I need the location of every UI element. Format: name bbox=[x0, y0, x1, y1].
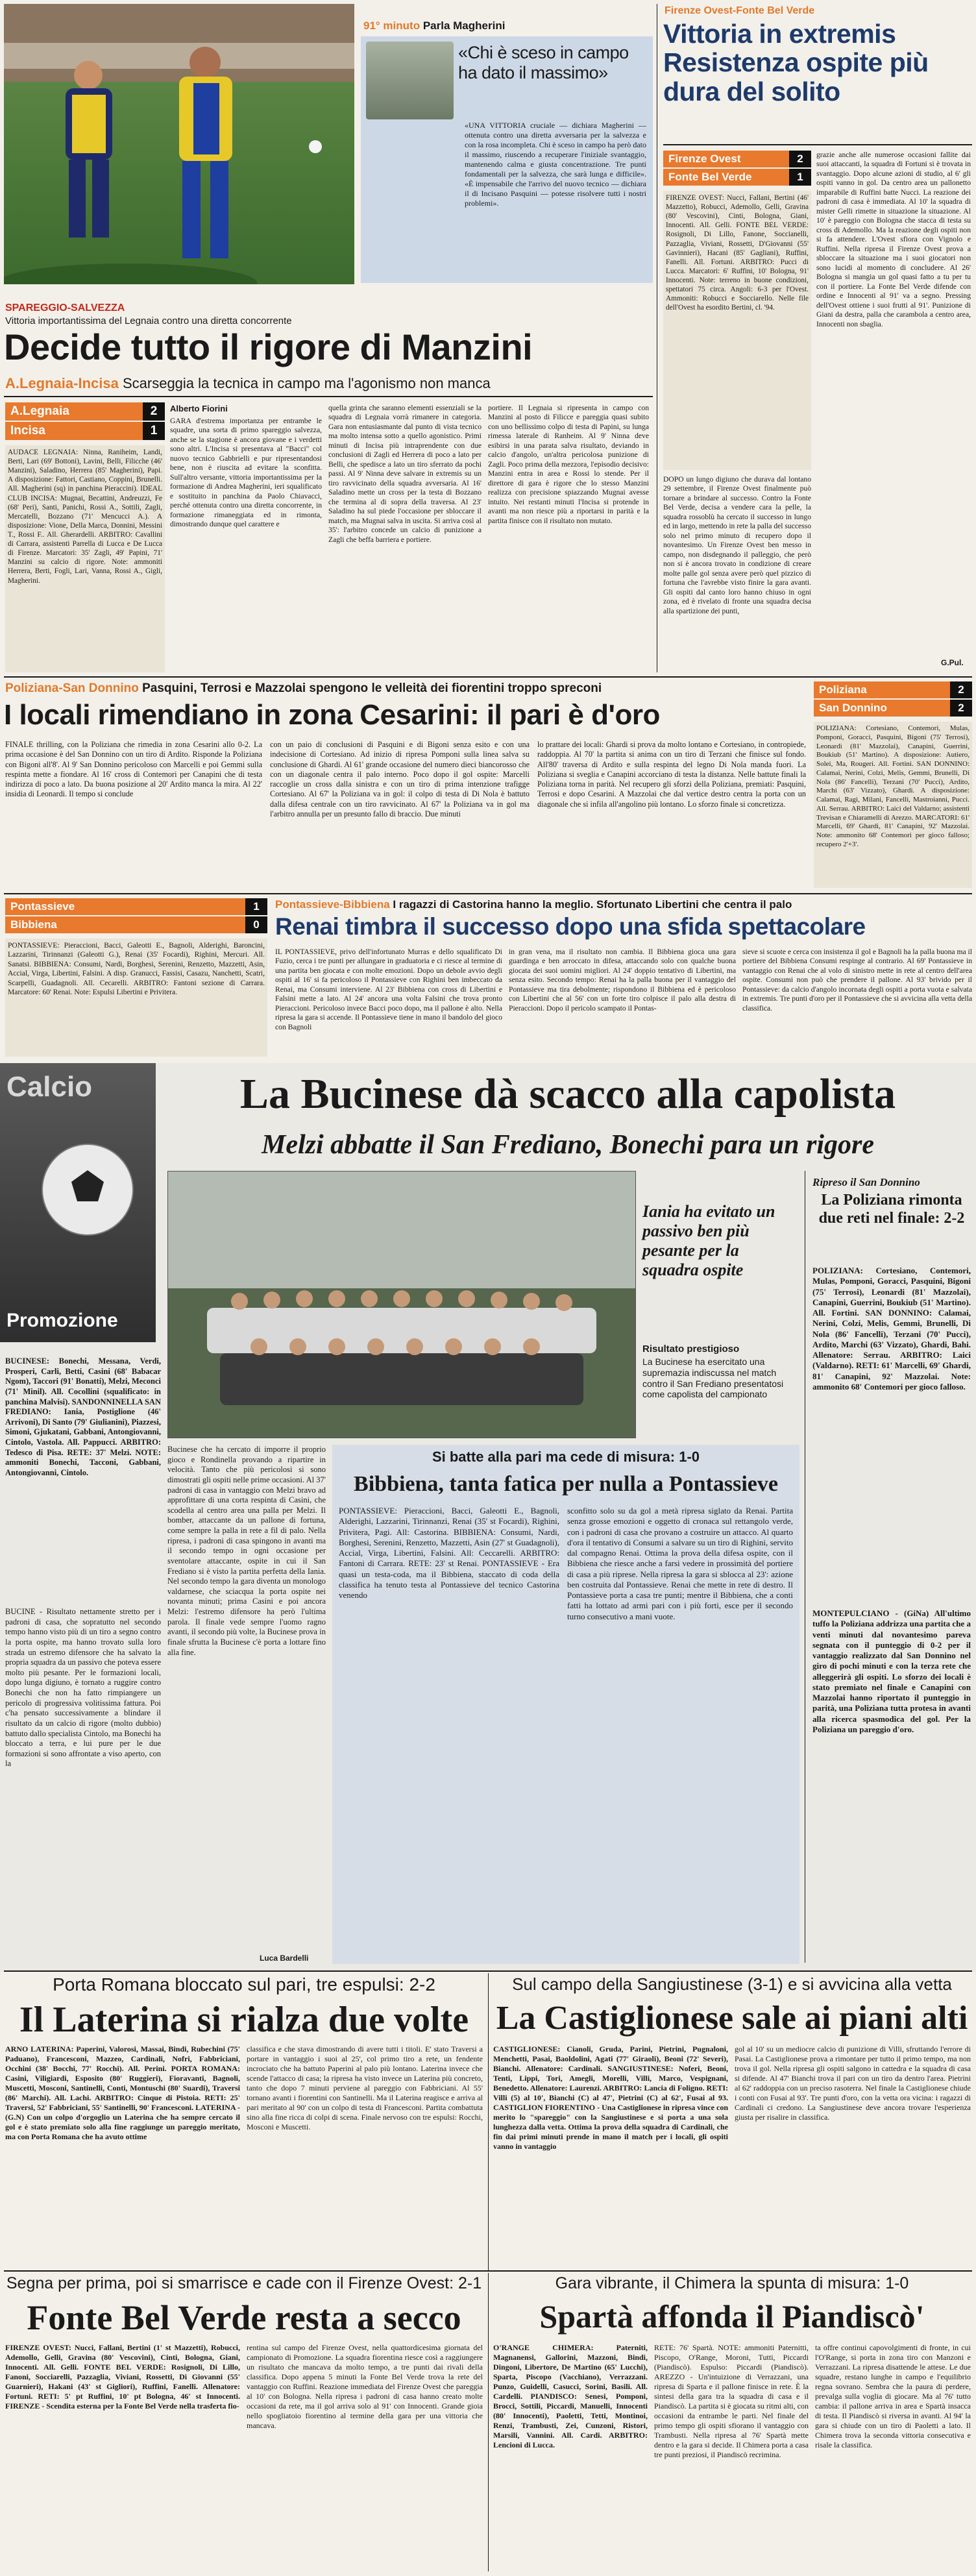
s4-score-team2: Bibbiena 0 bbox=[5, 916, 267, 933]
s5-right-headline: La Poliziana rimonta due reti nel finale: 2-2 bbox=[818, 1192, 965, 1227]
s4-body-b: in gran vena, ma il risultato non cambia. Il Bibbiena gioca una gara guardinga e ben arroccato in difesa, attaccando solo con qualche buona giocata dei suoi uomini migliori. Al 24' doppio tentativo di Libertini, ma senza esito. Secondo tempo: Renai ha la palla buona per il vantaggio del Pontassieve ma tira debolmente; rispondono il Bibbiena ed è pericoloso con Libertini che al 56' con un forte tiro colpisce il palo alla destra di Pieraccioni. Dopo il pericolo scampato il Pontas- bbox=[509, 948, 736, 1012]
s5-tabellino: BUCINESE: Bonechi, Messana, Verdi, Prosperi, Carli, Betti, Casini (68' Babacar Ngom), Taccori (91' Bonatti), Melzi, Meconci (71' Minil). All. Cocollini (squalificato: in panchina Malvisi). SANDONNINELLA SAN FREDIANO: Iania, Postiglione (46' Arrivoni), Di Santo (79' Giulianini), Piazzesi, Simoni, Gjukatani, Gabbani, Antongiovanni, Cintolo, Vastola. All. Pappucci. ARBITRO: Tedesco di Pisa. RETE: 37' Melzi. NOTE: ammoniti Bonechi, Tacconi, Gabbani, Antongiovanni, Cintolo. bbox=[5, 1356, 161, 1477]
s6-left-headline: Il Laterina si rialza due volte bbox=[19, 2000, 469, 2040]
s6-left-body: classifica e che stava dimostrando di avere tutti i titoli. E' stato Traversi a portare in vantaggio i suoi al 25', col primo tiro a rete, un fendente incrociato che ha battuto Paperini al palo più lontano. Laterina invece che scende l'attacco di casa; la ripresa ha visto invece un Laterina più concreto, tanto che dopo 7 minuti perviene al pareggio con Fabbriciani. Al 55' tornano avanti i fiorentini con Santinelli. Ma il Laterina reagisce e arriva al pari meritato al 90' con un colpo di testa di Francesconi. Partita combattuta sino alla fine ricca di colpi di scena. Finale nervoso con tre espulsi: Rocchi, Mosconi e Muscetti. bbox=[247, 2044, 483, 2131]
s3-score-team1: Poliziana 2 bbox=[814, 681, 972, 698]
match-photo-legnaia bbox=[4, 4, 354, 284]
s1-body-b: quella grinta che saranno elementi essenziali se la squadra di Legnaia vorrà rimanere in categoria. Gara non entusiasmante dal punto di vista tecnico ma molto intensa sotto a quello agonistico. Primi minuti di Incisa più intraprendente con due conclusioni di Zagli ed Herrera di poco a lato per Belli, che spedisce a lato un tiro sferrato da pochi passi. Al 9' Ninna deve salvare in extremis su un tiro ravvicinato della squadra avversaria. Al 16' Saladino mette un cross per la testa di Bozzano che termina al di sopra della traversa. Al 23' Saladino ha sul piede l'occasione per sbloccare il match, ma Mugnai salva in uscita. Si arriva così al 35': l'arbitro concede un calcio di punizione a Zagli che beffa barriera e portiere. bbox=[328, 404, 482, 544]
s5-caption-text: La Bucinese ha esercitato una supremazia indiscussa nel match contro il San Frediano presentatosi come capolista del campionato bbox=[642, 1356, 784, 1400]
s1-author: Alberto Fiorini bbox=[170, 404, 228, 413]
big-quote: «Chi è sceso in campo ha dato il massimo» bbox=[458, 43, 629, 83]
s7-left-kicker: Segna per prima, poi si smarrisce e cade con il Firenze Ovest: 2-1 bbox=[6, 2274, 482, 2292]
s2-kicker: Firenze Ovest-Fonte Bel Verde bbox=[665, 5, 815, 16]
s7-right-body: ta offre continui capovolgimenti di fronte, in cui l'O'Range, si porta in zona tiro con Manzoni e Verrazzani. La ripresa disattende le attese. Le due squadre, restano lunghe in campo e l'equilibrio regna sovrano. Sembra che la paura di perdere, prevalga sulla voglia di giocare. Ma al 76' tutto cambia: il pallone arriva in area e Spartà insacca di testa. Il Piandiscò si riversa in avanti. Al 94' la gara si chiude con un tiro di Paoletti a lato. Il Chimera trova la seconda vittoria consecutiva e risale la classifica. bbox=[815, 2343, 971, 2449]
s2-tabellino: FIRENZE OVEST: Nucci, Fallani, Bertini (46' Mazzetto), Robucci, Ademollo, Gelli, Gravina (80' Vescovini), Cinti, Bologna, Giani, Innocenti. All. Gelli. FONTE BEL VERDE: Rosignoli, Di Lillo, Fanone, Soccianelli, Pazzaglia, Viviani, Rossetti, D'Giovanni (55' Gavinnieri), Hacani (85' Gagliani), Ruffini, Fanelli. All. Fortuni. ARBITRO: Pucci di Lucca. Marcatori: 6' Ruffini, 10' Bologna, 91' Innocenti. Note: terreno in buone condizioni, spettatori 75 circa. Angoli: 6-3 per l'Ovest. Ammoniti: Robucci e Socciarello. Nelle file dell'Ovest ha esordito Bertini, cl. '94. bbox=[663, 191, 811, 470]
s7-right-headline: Spartà affonda il Piandiscò' bbox=[539, 2298, 925, 2335]
side-sub: Promozione bbox=[6, 1310, 118, 1331]
side-label: Calcio bbox=[6, 1071, 93, 1103]
s5-mid-kicker: Si batte alla pari ma cede di misura: 1-0 bbox=[432, 1449, 700, 1465]
s1-body-c: portiere. Il Legnaia si ripresenta in campo con Manzini al posto di Filicce e pareggia quasi subito con uno bellissimo colpo di testa di Papini, su lunga rimessa laterale di Ranheim. Al 9' Ninna deve esibirsi in una parata salva risultato, deviando in calcio d'angolo, un'altra pericolosa punizione di Zagli. Poco prima della mezzora, l'episodio decisivo: Manzini entra in area e Rossi lo stende. Per il direttore di gara è rigore che lo stesso Manzini realizza con precisione spiazzando Mugnai avesse intuito. Nei restanti minuti l'Incisa si protende in avanti ma non riesce più a riportarsi in parità e la partita finisce con il risultato non mutato. bbox=[488, 404, 649, 525]
s3-body-a: FINALE thrilling, con la Poliziana che rimedia in zona Cesarini allo 0-2. La prima occasione è del San Donnino con un tiro di Ardito. Risponde la Poliziana con Bigoni all'8'. Al 9' San Donnino pericoloso con Marcelli e poi Gemmi sulla respinta mette a fiondare. Al 16' cross di Contemori per Canapini che di testa indirizza di poco a lato. Da buona posizione al 20' Ardito manca la mira. Al 22' insidia di Leonardi. Il tempo si conclude bbox=[5, 740, 262, 799]
s4-body-a: IL PONTASSIEVE, privo dell'infortunato Murras e dello squalificato Di Fuzio, cerca i tre punti per allungare in graduatoria e ci riesce al termine di una partita ben giocata e con molte emozioni. Dopo un debole avvio degli ospiti al 16' si fa pericoloso il Pontassieve con Righini ben imbeccato da Renai, ma Consumi interviene. Al 23' Bibbiena con cross di Libertini e Falsini mette a lato. Al 24' ancora una volta Falsini che trova pronto Pieraccioni. Pericoloso invece Bacci poco dopo, ma il pallone è alto. Nella ripresa la gara si accende. Il Pontassieve tiene in mano il bandolo del gioco con Bagnoli bbox=[275, 948, 502, 1031]
s4-headline: Renai timbra il successo dopo una sfida spettacolare bbox=[275, 913, 866, 940]
quote-text: «UNA VITTORIA cruciale — dichiara Magherini — ottenuta contro una diretta avversaria per la salvezza e con la rosa incompleta. Chi è sceso in campo ha però dato il massimo, riuscendo a recuperare l'iniziale svantaggio, mantenendo calma e giusta concentrazione. Tre punti fondamentali per la salvezza, che sarà lunga e difficile». «È impensabile che l'arrivo del nuovo tecnico — dichiara il di Incisano Pasquini — potesse risolvere tutti i nostri problemi». bbox=[465, 121, 646, 208]
s5-right-tabellino: POLIZIANA: Cortesiano, Contemori, Mulas, Pomponi, Goracci, Pasquini, Bigoni (75' Terrosi), Leonardi (81' Mazzolai), Canapini, Guerrini, Boukiub (51' Martino). All. Fortini. SAN DONNINO: Calamai, Nerini, Colzi, Melis, Gemmi, Brunelli, Di Nola (86' Fancelli), Terzani (70' Pucci), Ardito, Marchi (63' Vizzato), Ghardi, Bahi. Allenatore: Serrau. ARBITRO: Laici (Valdarno). RETI: 61' Marcelli, 69' Ghardi, 81' Canapini, 92' Mazzolai. Note: ammonito 68' Contemori per gioco falloso. bbox=[812, 1266, 971, 1392]
s4-tabellino: PONTASSIEVE: Pieraccioni, Bacci, Galeotti E., Bagnoli, Alderighi, Baroncini, Lazzarini, Tirinnanzi (Galeotti G.), Renai (35' Focardi), Righini, Mercuri. All. Sanatsi. BIBBIENA: Consumi, Nardi, Borghesi, Serenini, Renzetto, Mazzetti, Asin, Accial, Virga, Libertini, Falsini. A disp. Granucci, Fassisi, Casazu, Nanchetti, Scatri, Scarpelli, Guadagnoli. All. Cecarelli. ARBITRO: Fantoni sezione di Carrara. Marcatore: 60' Renai. Note: Espulsi Libertini e Privitera. bbox=[5, 938, 267, 1057]
s2-headline: Vittoria in extremis Resistenza ospite più dura del solito bbox=[663, 19, 929, 106]
s6-right-tabellino: CASTIGLIONESE: Cianoli, Gruda, Parini, Pietrini, Pugnaloni, Menchetti, Pasai, Baoldolini, Agati (77' Giraoli), Beoni (72' Severi), Bianchi. Allenatore: Cardinali. SANGIUSTINESE: Noferi, Beoni, Tenti, Lippi, Tori, Amegli, Morelli, Villi, Marco, Vespignani, Benedetto. Allenatore: Laurenzi. ARBITRO: Lancia di Foligno. RETI: Villi (5) al 10', Bianchi (C) al 47', Pietrini (C) al 62', Fusai al 93. CASTIGLION FIORENTINO - Una Castiglionese in ripresa vince con merito lo "spareggio" con la Sangiustinese e si porta a una sola lunghezza dalla vetta. Ottima la prova della squadra di Cardinali, che fin dai primi minuti prende in mano il match per i locali, gli ospiti vanno in vantaggio bbox=[493, 2044, 728, 2151]
s6-right-kicker: Sul campo della Sangiustinese (3-1) e si avvicina alla vetta bbox=[512, 1974, 952, 1994]
s7-left-body: rentina sul campo del Firenze Ovest, nella quattordicesima giornata del campionato di Promozione. La squadra fiorentina riesce così a raggiungere un risultato che mancava da molto tempo, a tre punti dai rivali della classifica. Dopo appena 5 minuti la Fonte Bel Verde trova la rete del vantaggio con Ruffini. Reazione immediata del Firenze Ovest che pareggia al 10' con Bologna. Nella ripresa i padroni di casa hanno creato molte occasioni da rete, ma il gol arriva solo al 91' con Innocenti. Grande gioia nello spogliatoio fiorentino al termine della gara per una vittoria che mancava. bbox=[247, 2343, 483, 2430]
s2-author: G.Pul. bbox=[941, 658, 964, 667]
s7-right-mid: RETE: 76' Spartà. NOTE: ammoniti Paternitti, Piscopo, O'Range, Moroni, Tutti, Piccardi (Piandiscò). Espulso: Piccardi (Piandiscò). AREZZO - Un'intuizione di Verrazzani, una ripresa di Sparta e il pallone finisce in rete. È la sintesi della gara tra la squadra di casa e il Piandiscò. La partita si è giocata su ritmi alti, con occasioni da entrambe le parti. Nel finale del primo tempo gli ospiti sfiorano il vantaggio con Trambusti. Nella ripresa al 76' Spartà mette dentro e la gara si decide. Il Chimera porta a casa tre punti preziosi, il Piandiscò recrimina. bbox=[654, 2343, 809, 2459]
s1-score-team2: Incisa 1 bbox=[5, 422, 165, 440]
s2-body-a: DOPO un lungo digiuno che durava dal lontano 29 settembre, il Firenze Ovest finalmente può tornare a brindare al successo. Contro la Fonte Bel Verde, decisa a vendere cara la pelle, la squadra rossoblù ha cercato il successo in lungo ed in largo, mettendo in rete la palla del successo solo nel primo minuto di recupero dopo il novantesimo. Un Firenze Ovest ben messo in campo, non disdegnando il palleggio, che però non si è ancora trovato in condizione di creare molte palle gol senza avere però quel pizzico di fortuna che l'avrebbe visto finire la gara avanti. Gli ospiti dal canto loro hanno chiuso in ogni zona, ed è rivelato di fronte una squadra decisa alla spartizione dei punti, bbox=[663, 475, 811, 615]
s6-right-body: gol al 10' su un mediocre calcio di punizione di Villi, sfruttando l'errore di Pasai. La Castiglionese prova a rimontare per tutto il primo tempo, ma non trova il gol. Nella ripresa gli ospiti salgono in cattedra e la squadra di casa si difende. Al 47' Bianchi trova il pari con un tiro da dentro l'area. Pietrini al 62' raddoppia con un preciso rasoterra. Nel finale la Castiglionese chiude i conti con Fusai al 93'. Tre punti d'oro, con la vetta ora vicina: i ragazzi di Cardinali ci credono. La Sangiustinese deve ancora trovare l'esperienza giusta per risalire in classifica. bbox=[735, 2044, 971, 2122]
s5-right-kicker: Ripreso il San Donnino bbox=[812, 1176, 920, 1188]
s5-body-a: BUCINE - Risultato nettamente stretto per i padroni di casa, che sopratutto nel secondo tempo hanno visto più di un tiro a segno contro la porta ospite, ma hanno trovato sulla loro strada un estremo difensore che ha salvato la propria squadra da un passivo che poteva essere molto più pesante. Per le formazioni locali, dopo lunga digiuno, è tornato a ruggire contro Bonechi che non ha fatto rimpiangere un pericolo di progressiva volitissima fattura. Poi c'ha pensato successivamente a blindare il risultato da un calcio di rigore (molto dubbio) battuto dallo specialista Cintolo, ma Bonechi ha bloccato a terra, e lui pure per le due formazioni si sono affrontate a viso aperto, con la bbox=[5, 1607, 161, 1769]
s5-caption-title: Risultato prestigioso bbox=[642, 1343, 740, 1355]
s5-right-body: MONTEPULCIANO - (GiNa) All'ultimo tuffo la Poliziana addrizza una partita che a venti minuti dal novantesimo pareva segnata con il punteggio di 0-2 per il vantaggio realizzato dal San Donnino nel giro di pochi minuti e con la terza rete che alleggerirà gli ospiti. Lo sforzo dei locali è stato premiato nel finale e Canapini con Mazzolai hanno riportato il punteggio in parità, una Poliziana tutta protesa in avanti alla ricerca spasmodica del gol. Per la Poliziana un pareggio d'oro. bbox=[812, 1608, 971, 1734]
s5-mid-tabellino: PONTASSIEVE: Pieraccioni, Bacci, Galeotti E., Bagnoli, Alderighi, Lazzarini, Tirinnanzi, Renai (35' st Focardi), Righini, Privitera, Pagi. All: Castorina. BIBBIENA: Consumi, Nardi, Borghesi, Serenini, Renzetto, Mazzetti, Asin (27' st Guadagnoli), Accial, Virga, Libertini, Falsini. All: Ceccarelli. ARBITRO: Fantoni di Carrara. RETE: 23' st Renai. PONTASSIEVE - Era quasi un testa-coda, ma il Bibbiena, staccato di coda della classifica ha tenuto testa al Pontassieve del tecnico Castorina venendo bbox=[339, 1506, 559, 1600]
ball-icon bbox=[39, 1141, 136, 1238]
s4-score-team1: Pontassieve 1 bbox=[5, 898, 267, 915]
s3-score-team2: San Donnino 2 bbox=[814, 700, 972, 717]
s5-photo-caption-big: Iania ha evitato un passivo ben più pesante per la squadra ospite bbox=[642, 1202, 775, 1279]
s7-left-headline: Fonte Bel Verde resta a secco bbox=[27, 2298, 461, 2337]
s7-left-tabellino: FIRENZE OVEST: Nucci, Fallani, Bertini (1' st Mazzetti), Robucci, Ademollo, Gelli, Gravina (80' Vescovini), Cinti, Bologna, Giani, Innocenti. All. Gelli. FONTE BEL VERDE: Rosignoli, Di Lillo, Fanoni, Socciarelli, Pazzaglia, Viviani, Rossetti, Di Giovanni (55' Guarnieri), Hakani (43' st Gigliori), Ruffini, Fanelli. Allenatore: Fortuni. RETI: 5' pt Ruffini, 10' pt Bologna, 46' st Innocenti. FIRENZE - Scendita esterna per la Fonte Bel Verde nella trasferta fio- bbox=[5, 2343, 240, 2410]
side-label-block bbox=[0, 1063, 156, 1342]
s1-kicker: SPAREGGIO-SALVEZZA bbox=[5, 302, 125, 313]
s5-body-b: Bucinese che ha cercato di imporre il proprio gioco e Rondinella provando a ripartire in velocità. Tanto che più pericolosi si sono dimostrati gli ospiti nelle prime occasioni. Al 37' padroni di casa in vantaggio con Melzi bravo ad approfittare di una corta respinta di Casini, che scodella al centro area una palla per Melzi. Il bomber, attaccante da un pallone di fortuna, come sempre la palla in rete a fil di palo. Nella ripresa, i padroni di casa spingono in avanti ma il secondo tempo in ogni occasione per sventolare attaccante, ospite in cui il San Frediano si è visto la partita perfetta della Iania. Nel secondo tempo la gara diventa un monologo valdarnese, che sciacqua la porta ospite nei novanta minuti; prima Casini e poi ancora Melzi: l'estremo difensore ha però l'ultima parola. Il finale vede sempre l'uomo ragno avanti, il secondo più volte, la Bucinese prova in finale sfrutta la Bucinese c'è porta a lottare fino alla fine. bbox=[167, 1445, 326, 1657]
s1-tabellino: AUDACE LEGNAIA: Ninna, Raniheim, Landi, Berti, Lari (69' Bottoni), Lavini, Belli, Filicche (46' Manzini), Saladino, Herrera (85' Magherini), Papi. A disposizione: Fattori, Castiano, Coppini, Brunelli. All. Magherini (sq) in panchina Pieraccini). IDEAL CLUB INCISA: Mugnai, Becattini, Andreuzzi, Fe (68' Peri), Santi, Panichi, Rossi A., Sottili, Zagli, Mercatelli, Bozzano (71' Mencucci A.). A disposizione: Vione, Della Marca, Donnini, Messini T., Rossi F.. All. Gherardelli. ARBITRO: Cavallini di Carrara, assistenti Parrella di Lucca e De Lucca di Firenze. Marcatori: 35' Zagli, 49' Papini, 71' Manzini su calcio di rigore. Note: ammoniti Herrera, Berti, Fogli, Lari, Vanna, Rossi A., Gigli, Magherini. bbox=[5, 445, 165, 672]
s1-body-a: GARA d'estrema importanza per entrambe le squadre, una sorta di primo spareggio salvezza, anche se la stagione è ancora giovane e i verdetti sono altri. L'Incisa si presentava al "Bacci" col nuovo tecnico Gabbrielli e pur ripresentandosi bene, non è riuscita ad evitare la sconfitta. Sull'altro versante, vittoria importantissima per la formazione di Andrea Magherini, ieri squalificato e sostituito in panchina da Paolo Chiavacci, perché ottenuta contro una diretta concorrente, in formazione rimaneggiata ed in rimonta, dimostrando dunque quel carattere e bbox=[170, 417, 322, 529]
s3-body-b: con un paio di conclusioni di Pasquini e di Bigoni senza esito e con una indecisione di Cortesiano. Ad inizio di ripresa Pomponi sulla linea salva su conclusione di Ghardi. Al 61' grande occasione del numero dieci biancorosso che con un diagonale centra il palo interno. Poco dopo il gol ospite: Marcelli raccoglie un cross dalla sinistra e con un tiro di prima intenzione trafigge Cortesiano. Al 67' la Poliziana va in gol: il colpo di testa di Di Nola è battuto dalla difesa centrale con un tiro ravvicinato. Al 67' la Poliziana va in gol ma l'arbitro annulla per un presunto fallo di braccio. Due minuti bbox=[270, 740, 530, 818]
s7-right-tabellino: O'RANGE CHIMERA: Paterniti, Magnanensi, Gallorini, Mazzoni, Bindi, Dingoni, Libertore, De Martino (65' Lucchi), Sparta, Piscopo (Vacchiano), Verrazzani. Punzo, Guidelli, Casucci, Sorini, Basili. All. Cardelli. PIANDISCO: Senesi, Pomponi, Brocci, Sottili, Piccardi, Manuelli, Innocenti (80' Innocenti), Paoletti, Tetti, Montinoi, Renzi, Trambusti, Zei, Cunzoni, Ristori, Marsili, Vannini. All. Cardi. ARBITRO: Lencioni di Lucca. bbox=[493, 2343, 648, 2449]
s5-author: Luca Bardelli bbox=[260, 1954, 309, 1963]
s3-tabellino: POLIZIANA: Cortesiano, Contemori, Mulas, Pomponi, Goracci, Pasquini, Bigoni (75' Terrosi), Leonardi (81' Mazzolai), Canapini, Guerrini, Boukiub (51' Martino). A disposizione: Autiero, Solei, Ma, Rougeri. All. Fortini. SAN DONNINO: Calamai, Nerini, Colzi, Melis, Gemmi, Brunelli, Di Nola (86' Fancelli), Terzani (70' Pucci), Ardito, Marchi (63' Vizzato), Ghardi. A disposizione: Calamai, Ragi, Milani, Fancelli, Mastroianni, Pucci. All. Serrau. ARBITRO: Laici del Valdarno; assistenti Trevisan e Chiaramelli di Arezzo. MARCATORI: 61' Marcelli, 69' Ghardi, 81' Canapini, 92' Mazzolai. Note: ammonito 68' Contemori per gioco falloso; recupero 2'+3'. bbox=[814, 722, 972, 888]
s1-kicker-sub: Vittoria importantissima del Legnaia contro una diretta concorrente bbox=[5, 315, 292, 326]
s6-right-headline: La Castiglionese sale ai piani alti bbox=[496, 2000, 968, 2037]
s5-mid-body: sconfitto solo su da gol a metà ripresa siglato da Renai. Partita senza grosse emozioni e oggetto di cronaca sul rettangolo verde, con i padroni di casa che provano a costruire un attacco. Al quarto d'ora il tentativo di Consumi a salvare su un tiro di Righini, servito dal compagno Renai. Ottima la prova della difesa ospite, con il Bibbiena che riesce anche a farsi vedere in prossimità del portiere di casa a più riprese. Nella ripresa la gara si sblocca al 23': azione ben costruita dal Pontassieve. Renai che mette in rete di destro. Il Pontassieve porta a casa tre punti; mentre il Bibbiena, che a conti fatti ha lottato ad armi pari con i più forti, esce per il secondo turno consecutivo a mani vuote. bbox=[567, 1506, 793, 1621]
quote-box bbox=[361, 36, 653, 283]
team-photo-bucinese bbox=[167, 1171, 636, 1438]
s5-subhead: Melzi abbatte il San Frediano, Bonechi para un rigore bbox=[262, 1130, 874, 1160]
s1-headline: Decide tutto il rigore di Manzini bbox=[4, 326, 533, 367]
s3-kicker-line: Poliziana-San Donnino Pasquini, Terrosi e Mazzolai spengono le velleità dei fiorentini troppo spreconi bbox=[5, 681, 602, 695]
minute-kicker: 91° minuto Parla Magherini bbox=[363, 19, 506, 32]
s5-mid-headline: Bibbiena, tanta fatica per nulla a Pontassieve bbox=[354, 1472, 778, 1496]
s7-right-kicker: Gara vibrante, il Chimera la spunta di misura: 1-0 bbox=[555, 2274, 909, 2292]
s4-body-c: sieve si scuote e cerca con insistenza il gol e Bagnoli ha la palla buona ma il portiere del Bibbiena Consumi respinge al contrario. Al 69' Pontassieve in vantaggio con Renai che al volo di sinistro mette in rete al centro dell'area ospite. Consumi non può che prendere il pallone. Al 93' brivido per il Pontassieve: da calcio d'angolo incornata degli ospiti a porta vuota e salvata in extremis. Tre punti d'oro per il Pontassieve che si avvicina alla vetta della classifica. bbox=[742, 948, 972, 1012]
s2-score-team1: Firenze Ovest 2 bbox=[663, 151, 811, 167]
s1-subhead-line: A.Legnaia-Incisa Scarseggia la tecnica in campo ma l'agonismo non manca bbox=[5, 375, 491, 391]
s1-score-team1: A.Legnaia 2 bbox=[5, 402, 165, 421]
s6-left-tabellino: ARNO LATERINA: Paperini, Valorosi, Massai, Bindi, Rubechini (75' Paduano), Francesconi, Mazzeo, Cardinali, Nofri, Fabbriciani, Occhini (38' Bocchi, 77' Rocchi). All. Perini. PORTA ROMANA: Casini, Viligiardi, Esposito (80' Ruggieri), Fioravanti, Bagnoli, Muscetti, Mosconi, Santinelli, Conti, Montuschi (80' Suardi), Traversi (86' Marchi). All. Lachi. ARBITRO: Cinque di Pistoia. RETI: 25' Traversi, 52' Fabbriciani, 55' Santinelli, 90' Francesconi. LATERINA - (G.N) Con un colpo d'orgoglio un Laterina che ha sempre cercato il gol e è stato premiato solo alla fine raggiunge un pareggio meritato, ma con Porta Romana che ha avuto ottime bbox=[5, 2044, 240, 2141]
s2-body-b: grazie anche alle numerose occasioni fallite dai suoi attaccanti, la squadra di Fortuni si è trovata in svantaggio. Dopo alcune azioni di studio, al 6' gli ospiti vanno in gol. Da centro area un pallonetto imparabile di Ruffini batte Nucci. La reazione dei padroni di casa è immediata. Al 10' la squadra di mister Gelli rimette in situazione la situazione. Al 10' è pareggio con Bologna che stacca di testa su cross di Ademollo. Ma la reazione degli ospiti non si fa attendere. L'Ovest sfiora con Vignolo e Ruffini. Nella ripresa il Firenze Ovest prova a sbloccare la situazione ma i suoi giocatori non sono lucidi al momento di concludere. Al 26' Bologna si mangia un gol quasi fatto a tu per tu con il portiere. La Fonte Bel Verde difende con ordine e Innocenti al 91' va a segno. Pressing dell'Ovest ottiene i suoi frutti al 91'. Punizione di Giani da destra, palla che carambola a centro area, Innocenti non sbaglia. bbox=[816, 151, 971, 328]
s4-kicker-line: Pontassieve-Bibbiena I ragazzi di Castorina hanno la meglio. Sfortunato Libertini che centra il palo bbox=[275, 898, 792, 911]
s3-headline: I locali rimendiano in zona Cesarini: il pari è d'oro bbox=[4, 699, 660, 731]
coach-portrait bbox=[366, 42, 454, 119]
s3-body-c: lo prattare dei locali: Ghardi si prova da molto lontano e Cortesiano, in contropiede, raddoppia. Al 70' la partita si anima con un tiro di Terzani che finisce sul fondo. All'80' traversa di Ardito e sulla respinta del legno Di Nola manda fuori. La Poliziana si sveglia e Canapini accorciano di testa la distanza. Nelle battute finali la Poliziana torna in parità. Nel recupero gli sforzi della Poliziana, premiati: Pasquini, Terrosi e dopo Cesarini. A Mazzolai che dal vertice destro centra la porta con un diagonale che si infila all'angolino più lontano. Lo sforzo finale si concretizza. bbox=[537, 740, 806, 809]
s5-headline: La Bucinese dà scacco alla capolista bbox=[239, 1070, 896, 1118]
s2-score-team2: Fonte Bel Verde 1 bbox=[663, 169, 811, 186]
s6-left-kicker: Porta Romana bloccato sul pari, tre espulsi: 2-2 bbox=[53, 1974, 435, 1994]
